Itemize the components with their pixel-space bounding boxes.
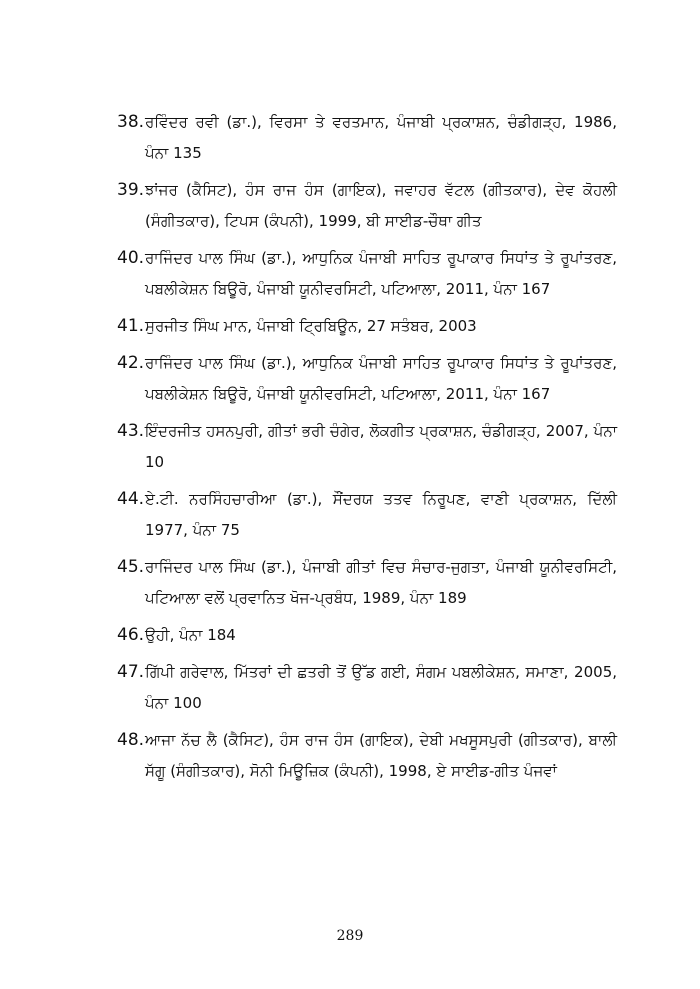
reference-item	[117, 620, 617, 651]
reference-number: 47.	[117, 662, 145, 682]
reference-item	[117, 484, 617, 546]
reference-text: ਰਾਜਿੰਦਰ ਪਾਲ ਸਿੰਘ (ਡਾ.), ਆਧੁਨਿਕ ਪੰਜਾਬੀ ਸਾਹਿਤ ਰੂਪਾਕਾਰ ਸਿਧਾਂਤ ਤੇ ਰੂਪਾਂਤਰਣ, ਪਬਲੀਕੇਸ਼ਨ ਬਿਊਰੋ, ਪੰਜਾਬੀ ਯੂਨੀਵਰਸਿਟੀ, ਪਟਿਆਲਾ, 2011, ਪੰਨਾ 167	[145, 354, 617, 403]
reference-item	[117, 725, 617, 787]
reference-text: ਆਜਾ ਨੱਚ ਲੈ (ਕੈਸਿਟ), ਹੰਸ ਰਾਜ ਹੰਸ (ਗਾਇਕ), ਦੇਬੀ ਮਖਸੂਸਪੁਰੀ (ਗੀਤਕਾਰ), ਬਾਲੀ ਸੱਗੂ (ਸੰਗੀਤਕਾਰ), ਸੋਨੀ ਮਿਊਜ਼ਿਕ (ਕੰਪਨੀ), 1998, ਏ ਸਾਈਡ-ਗੀਤ ਪੰਜਵਾਂ	[145, 731, 617, 780]
reference-text: ਰਾਜਿੰਦਰ ਪਾਲ ਸਿੰਘ (ਡਾ.), ਆਧੁਨਿਕ ਪੰਜਾਬੀ ਸਾਹਿਤ ਰੂਪਾਕਾਰ ਸਿਧਾਂਤ ਤੇ ਰੂਪਾਂਤਰਣ, ਪਬਲੀਕੇਸ਼ਨ ਬਿਊਰੋ, ਪੰਜਾਬੀ ਯੂਨੀਵਰਸਿਟੀ, ਪਟਿਆਲਾ, 2011, ਪੰਨਾ 167	[145, 249, 617, 298]
reference-text: ਉਹੀ, ਪੰਨਾ 184	[145, 626, 236, 644]
reference-number: 38.	[117, 112, 145, 132]
reference-number: 40.	[117, 248, 145, 268]
reference-number: 39.	[117, 180, 145, 200]
reference-item	[117, 657, 617, 719]
reference-item	[117, 243, 617, 305]
reference-text: ਏ.ਟੀ. ਨਰਸਿੰਹਚਾਰੀਆ (ਡਾ.), ਸੌਂਦਰਯ ਤਤਵ ਨਿਰੂਪਣ, ਵਾਣੀ ਪ੍ਰਕਾਸ਼ਨ, ਦਿੱਲੀ 1977, ਪੰਨਾ 75	[145, 490, 617, 539]
reference-number: 42.	[117, 353, 145, 373]
reference-item	[117, 348, 617, 410]
reference-number: 41.	[117, 316, 145, 336]
reference-text: ਝਾਂਜਰ (ਕੈਸਿਟ), ਹੰਸ ਰਾਜ ਹੰਸ (ਗਾਇਕ), ਜਵਾਹਰ ਵੱਟਲ (ਗੀਤਕਾਰ), ਦੇਵ ਕੋਹਲੀ (ਸੰਗੀਤਕਾਰ), ਟਿਪਸ (ਕੰਪਨੀ), 1999, ਬੀ ਸਾਈਡ-ਚੌਥਾ ਗੀਤ	[145, 181, 617, 230]
reference-item	[117, 175, 617, 237]
reference-number: 45.	[117, 557, 145, 577]
reference-text: ਰਵਿੰਦਰ ਰਵੀ (ਡਾ.), ਵਿਰਸਾ ਤੇ ਵਰਤਮਾਨ, ਪੰਜਾਬੀ ਪ੍ਰਕਾਸ਼ਨ, ਚੰਡੀਗੜ੍ਹ, 1986, ਪੰਨਾ 135	[145, 113, 617, 162]
reference-number: 43.	[117, 421, 145, 441]
page-number: 289	[336, 928, 364, 944]
reference-text: ਗਿੱਪੀ ਗਰੇਵਾਲ, ਮਿੱਤਰਾਂ ਦੀ ਛਤਰੀ ਤੋਂ ਉੱਡ ਗਈ, ਸੰਗਮ ਪਬਲੀਕੇਸ਼ਨ, ਸਮਾਣਾ, 2005, ਪੰਨਾ 100	[145, 663, 617, 712]
reference-item	[117, 416, 617, 478]
reference-text: ਇੰਦਰਜੀਤ ਹਸਨਪੁਰੀ, ਗੀਤਾਂ ਭਰੀ ਚੰਗੇਰ, ਲੋਕਗੀਤ ਪ੍ਰਕਾਸ਼ਨ, ਚੰਡੀਗੜ੍ਹ, 2007, ਪੰਨਾ 10	[145, 422, 617, 471]
reference-number: 44.	[117, 489, 145, 509]
reference-list	[117, 107, 617, 793]
reference-text: ਰਾਜਿੰਦਰ ਪਾਲ ਸਿੰਘ (ਡਾ.), ਪੰਜਾਬੀ ਗੀਤਾਂ ਵਿਚ ਸੰਚਾਰ-ਜੁਗਤਾ, ਪੰਜਾਬੀ ਯੂਨੀਵਰਸਿਟੀ, ਪਟਿਆਲਾ ਵਲੋਂ ਪ੍ਰਵਾਨਿਤ ਖੋਜ-ਪ੍ਰਬੰਧ, 1989, ਪੰਨਾ 189	[145, 558, 617, 607]
reference-number: 48.	[117, 730, 145, 750]
reference-number: 46.	[117, 625, 145, 645]
reference-item	[117, 311, 617, 342]
reference-text: ਸੁਰਜੀਤ ਸਿੰਘ ਮਾਨ, ਪੰਜਾਬੀ ਟ੍ਰਿਬਿਊਨ, 27 ਸਤੰਬਰ, 2003	[145, 317, 477, 335]
reference-item	[117, 552, 617, 614]
reference-item	[117, 107, 617, 169]
